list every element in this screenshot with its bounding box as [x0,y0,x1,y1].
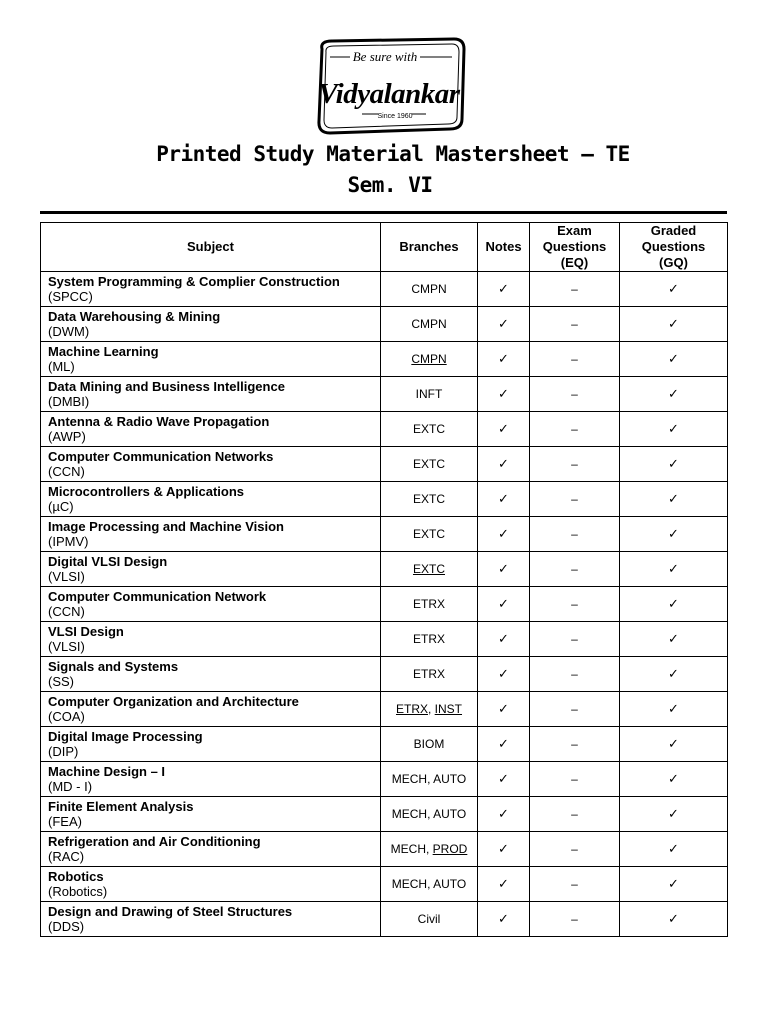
branches-cell [381,517,478,552]
checkmark-icon: ✓ [498,561,509,576]
subject-code: (DIP) [48,744,79,759]
table-row [41,517,728,552]
dash-mark: – [571,702,578,716]
subject-cell [41,482,381,517]
subject-code: (VLSI) [48,569,85,584]
notes-cell [478,552,530,587]
subject-cell [41,447,381,482]
gq-cell [620,482,728,517]
subject-code: (DDS) [48,919,85,934]
branches-cell [381,307,478,342]
notes-cell [478,832,530,867]
subject-code: (RAC) [48,849,85,864]
checkmark-icon: ✓ [498,421,509,436]
subject-code: (COA) [48,709,85,724]
gq-cell [620,902,728,937]
table-row [41,622,728,657]
checkmark-icon: ✓ [668,911,679,926]
table-row [41,377,728,412]
branch-code: ETRX [395,702,428,716]
branch-code: ETRX [412,632,445,646]
table-row [41,832,728,867]
checkmark-icon: ✓ [498,876,509,891]
header-eq-line3: (EQ) [560,255,589,270]
subject-code: (ML) [48,359,75,374]
gq-cell [620,377,728,412]
branches-cell [381,587,478,622]
subject-name: Refrigeration and Air Conditioning [48,834,261,849]
notes-cell [478,517,530,552]
eq-cell [530,412,620,447]
subject-cell [41,797,381,832]
subject-code: (MD - I) [48,779,93,794]
subject-name: Finite Element Analysis [48,799,194,814]
dash-mark: – [571,842,578,856]
branch-code: INFT [415,387,443,401]
branches-cell [381,657,478,692]
branch-code: BIOM [413,737,445,751]
dash-mark: – [571,632,578,646]
table-body [41,272,728,937]
header-subject: Subject [41,223,381,272]
subject-name: Design and Drawing of Steel Structures [48,904,293,919]
checkmark-icon: ✓ [498,736,509,751]
branches-cell [381,727,478,762]
eq-cell [530,692,620,727]
table-row [41,587,728,622]
checkmark-icon: ✓ [668,316,679,331]
checkmark-icon: ✓ [668,491,679,506]
subject-name: Signals and Systems [48,659,179,674]
dash-mark: – [571,387,578,401]
subject-cell [41,692,381,727]
branches-cell [381,412,478,447]
eq-cell [530,902,620,937]
checkmark-icon: ✓ [498,841,509,856]
branch-code: CMPN [411,317,447,331]
subject-name: Data Warehousing & Mining [48,309,221,324]
notes-cell [478,482,530,517]
checkmark-icon: ✓ [668,351,679,366]
gq-cell [620,622,728,657]
checkmark-icon: ✓ [668,876,679,891]
checkmark-icon: ✓ [668,421,679,436]
document-title: Printed Study Material Mastersheet – TE [156,142,630,166]
header-gq-line1: Graded [650,223,697,238]
subject-code: (CCN) [48,604,85,619]
branch-code: EXTC [412,562,445,576]
dash-mark: – [571,772,578,786]
dash-mark: – [571,912,578,926]
gq-cell [620,272,728,307]
branch-code: MECH, AUTO [391,807,467,821]
eq-cell [530,447,620,482]
subject-name: Antenna & Radio Wave Propagation [48,414,270,429]
branch-code: CMPN [411,282,447,296]
table-row [41,797,728,832]
eq-cell [530,762,620,797]
table-row [41,902,728,937]
subject-cell [41,622,381,657]
subject-code: (Robotics) [48,884,108,899]
dash-mark: – [571,527,578,541]
checkmark-icon: ✓ [498,386,509,401]
notes-cell [478,447,530,482]
dash-mark: – [571,737,578,751]
table-row [41,692,728,727]
subject-name: Machine Learning [48,344,159,359]
gq-cell [620,307,728,342]
dash-mark: – [571,597,578,611]
eq-cell [530,377,620,412]
header-eq-line1: Exam [557,223,592,238]
subject-cell [41,587,381,622]
subject-name: Computer Communication Networks [48,449,274,464]
subject-name: Computer Communication Network [48,589,267,604]
notes-cell [478,412,530,447]
notes-cell [478,727,530,762]
subject-cell [41,727,381,762]
title-divider [40,211,727,214]
table-header-row [41,223,728,272]
header-exam-questions [530,223,620,272]
notes-cell [478,587,530,622]
branch-code: EXTC [412,492,445,506]
branches-cell [381,832,478,867]
subject-code: (FEA) [48,814,82,829]
gq-cell [620,342,728,377]
table-row [41,342,728,377]
subject-name: Machine Design – I [48,764,166,779]
subject-name: Microcontrollers & Applications [48,484,244,499]
checkmark-icon: ✓ [668,701,679,716]
table-row [41,272,728,307]
subject-name: Robotics [48,869,104,884]
checkmark-icon: ✓ [498,911,509,926]
table-row [41,727,728,762]
checkmark-icon: ✓ [498,316,509,331]
subject-cell [41,657,381,692]
checkmark-icon: ✓ [498,526,509,541]
checkmark-icon: ✓ [668,771,679,786]
checkmark-icon: ✓ [498,771,509,786]
subject-code: (AWP) [48,429,86,444]
branch-code: ETRX [412,667,445,681]
gq-cell [620,447,728,482]
branches-cell [381,482,478,517]
subject-cell [41,552,381,587]
vidyalankar-logo [314,37,468,135]
gq-cell [620,727,728,762]
checkmark-icon: ✓ [498,456,509,471]
branch-code: EXTC [412,422,445,436]
subject-code: (DWM) [48,324,90,339]
mastersheet-table [40,222,728,937]
branches-cell [381,622,478,657]
subject-cell [41,867,381,902]
notes-cell [478,867,530,902]
eq-cell [530,587,620,622]
subject-code: (SS) [48,674,74,689]
notes-cell [478,272,530,307]
table-row [41,867,728,902]
checkmark-icon: ✓ [668,596,679,611]
checkmark-icon: ✓ [668,631,679,646]
notes-cell [478,622,530,657]
branch-code: MECH, AUTO [391,772,467,786]
checkmark-icon: ✓ [498,806,509,821]
eq-cell [530,622,620,657]
logo-brand: Vidyalankar [318,78,460,110]
branches-cell [381,797,478,832]
table-row [41,482,728,517]
header-gq-line3: (GQ) [659,255,688,270]
checkmark-icon: ✓ [668,666,679,681]
branches-cell [381,552,478,587]
table-row [41,552,728,587]
notes-cell [478,797,530,832]
checkmark-icon: ✓ [498,631,509,646]
checkmark-icon: ✓ [668,841,679,856]
subject-code: (DMBI) [48,394,90,409]
eq-cell [530,867,620,902]
table-row [41,412,728,447]
gq-cell [620,762,728,797]
dash-mark: – [571,877,578,891]
gq-cell [620,832,728,867]
branch-code: INST [434,702,463,716]
subject-code: (VLSI) [48,639,85,654]
checkmark-icon: ✓ [498,281,509,296]
subject-cell [41,832,381,867]
branches-cell [381,902,478,937]
branch-code: PROD [432,842,468,856]
subject-name: Digital Image Processing [48,729,203,744]
subject-name: Digital VLSI Design [48,554,168,569]
dash-mark: – [571,317,578,331]
branch-code: MECH, AUTO [391,877,467,891]
logo-since: Since 1960 [377,113,413,120]
header-branches: Branches [381,223,478,272]
notes-cell [478,762,530,797]
subject-code: (IPMV) [48,534,89,549]
dash-mark: – [571,667,578,681]
subject-name: VLSI Design [48,624,124,639]
branch-code: ETRX [412,597,445,611]
notes-cell [478,307,530,342]
branch-code: MECH, [390,842,433,856]
gq-cell [620,692,728,727]
checkmark-icon: ✓ [668,526,679,541]
branches-cell [381,692,478,727]
branches-cell [381,762,478,797]
checkmark-icon: ✓ [668,456,679,471]
subject-code: (CCN) [48,464,85,479]
subject-name: Computer Organization and Architecture [48,694,299,709]
header-gq-line2: Questions [641,239,706,254]
subject-cell [41,307,381,342]
dash-mark: – [571,807,578,821]
checkmark-icon: ✓ [498,701,509,716]
table-row [41,307,728,342]
gq-cell [620,797,728,832]
branch-code: EXTC [412,527,445,541]
branches-cell [381,342,478,377]
dash-mark: – [571,422,578,436]
eq-cell [530,342,620,377]
checkmark-icon: ✓ [668,806,679,821]
logo-tagline: Be sure with [352,49,418,64]
subject-cell [41,902,381,937]
notes-cell [478,657,530,692]
subject-name: System Programming & Complier Construction [48,274,340,289]
branch-code: Civil [417,912,441,926]
dash-mark: – [571,282,578,296]
checkmark-icon: ✓ [498,351,509,366]
dash-mark: – [571,492,578,506]
eq-cell [530,517,620,552]
subject-cell [41,377,381,412]
checkmark-icon: ✓ [498,666,509,681]
notes-cell [478,377,530,412]
subject-code: (µC) [48,499,74,514]
dash-mark: – [571,457,578,471]
eq-cell [530,832,620,867]
branch-code: , [428,702,435,716]
branches-cell [381,867,478,902]
subject-cell [41,342,381,377]
branch-code: EXTC [412,457,445,471]
gq-cell [620,552,728,587]
eq-cell [530,552,620,587]
branches-cell [381,447,478,482]
subject-cell [41,517,381,552]
subject-cell [41,412,381,447]
eq-cell [530,482,620,517]
gq-cell [620,867,728,902]
checkmark-icon: ✓ [498,491,509,506]
table-row [41,657,728,692]
notes-cell [478,692,530,727]
table-row [41,762,728,797]
subject-cell [41,762,381,797]
notes-cell [478,902,530,937]
gq-cell [620,657,728,692]
header-notes: Notes [478,223,530,272]
subject-name: Data Mining and Business Intelligence [48,379,285,394]
subject-name: Image Processing and Machine Vision [48,519,284,534]
eq-cell [530,307,620,342]
checkmark-icon: ✓ [498,596,509,611]
eq-cell [530,657,620,692]
eq-cell [530,727,620,762]
eq-cell [530,797,620,832]
checkmark-icon: ✓ [668,281,679,296]
branch-code: CMPN [411,352,447,366]
branches-cell [381,272,478,307]
gq-cell [620,517,728,552]
document-subtitle: Sem. VI [347,173,433,197]
branches-cell [381,377,478,412]
header-eq-line2: Questions [542,239,607,254]
checkmark-icon: ✓ [668,736,679,751]
gq-cell [620,412,728,447]
table-row [41,447,728,482]
notes-cell [478,342,530,377]
gq-cell [620,587,728,622]
header-graded-questions [620,223,728,272]
dash-mark: – [571,352,578,366]
eq-cell [530,272,620,307]
subject-cell [41,272,381,307]
subject-code: (SPCC) [48,289,93,304]
checkmark-icon: ✓ [668,561,679,576]
dash-mark: – [571,562,578,576]
checkmark-icon: ✓ [668,386,679,401]
